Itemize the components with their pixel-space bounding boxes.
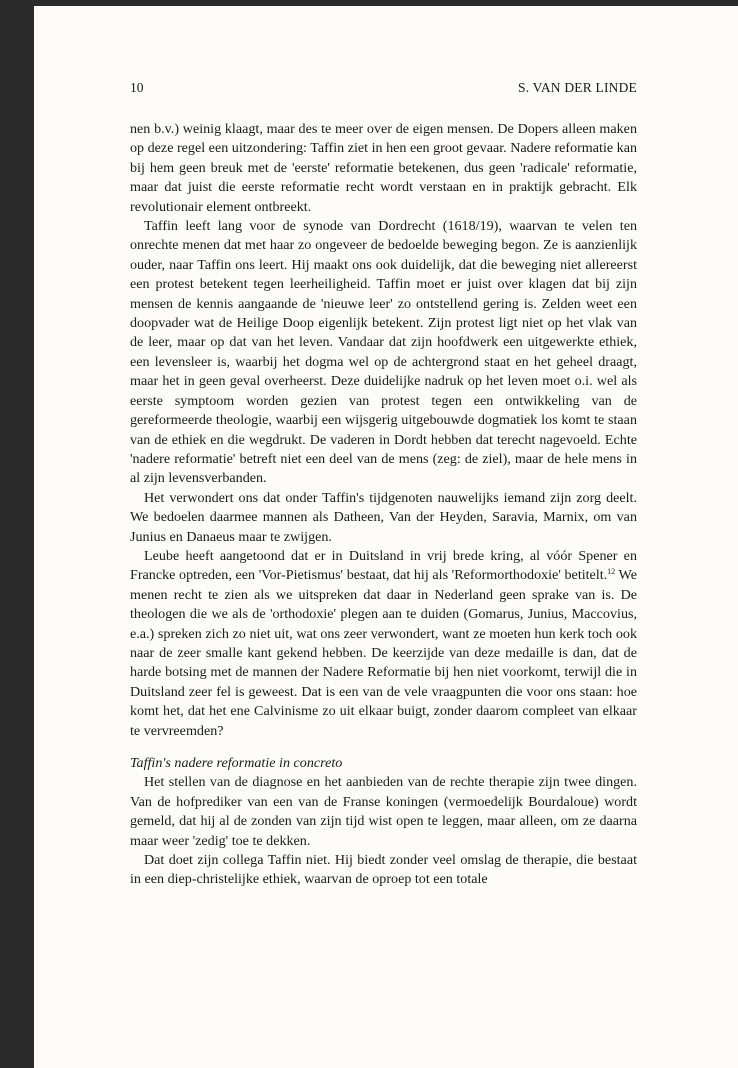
page-number: 10 bbox=[130, 80, 144, 95]
paragraph: Dat doet zijn collega Taffin niet. Hij biedt zonder veel omslag de therapie, die bestaat in een diep-christelijke ethiek, waarvan de oproep tot een totale bbox=[130, 852, 637, 888]
section-heading: Taffin's nadere reformatie in concreto bbox=[130, 755, 343, 771]
body-text bbox=[130, 120, 637, 890]
paragraph-leube bbox=[130, 547, 637, 741]
paragraph: Het stellen van de diagnose en het aanbieden van de rechte therapie zijn twee dingen. Van de hofprediker van een van de Franse koningen (vermoedelijk Bourdaloue) wordt gemeld, dat hij al de zonden van zijn tijd wist open te leggen, maar alleen, om ze daarna maar weer 'zedig' toe te dekken. bbox=[130, 774, 637, 849]
paragraph: Taffin leeft lang voor de synode van Dordrecht (1618/19), waarvan te velen ten onrechte menen dat met haar zo ongeveer de bedoelde beweging begon. Ze is aanzienlijk ouder, naar Taffin ons leert. Hij maakt ons ook duidelijk, dat die beweging niet allereerst een protest betekent tegen leerheiligheid. Taffin moet er juist over klagen dat bij zijn mensen de kennis aangaande de 'nieuwe leer' zo ontstellend gering is. Zelden weet een doopvader wat de Heilige Doop eigenlijk betekent. Zijn protest ligt niet op het vlak van de leer, maar op dat van het leven. Vandaar dat zijn hoofdwerk een uitgewerkte ethiek, een levensleer is, waarbij het dogma wel op de achtergrond staat en het geheel draagt, maar het in geen geval overheerst. Deze duidelijke nadruk op het leven moet o.i. wel als eerste symptoom worden gezien van protest tegen een ontwikkeling van de gereformeerde theologie, waarbij een wijsgerig uitgebouwde dogmatiek los komt te staan van de ethiek en die wegdrukt. De vaderen in Dordt hebben dat terecht nagevoeld. Echte 'nadere reformatie' betreft niet een deel van de mens (zeg: de ziel), maar de hele mens in al zijn levensverbanden. bbox=[130, 218, 637, 487]
paragraph-text: We menen recht te zien als we uitspreken dat daar in Nederland geen sprake van is. De theologen die we als de 'orthodoxie' plegen aan te duiden (Gomarus, Junius, Maccovius, e.a.) spreken zich zo niet uit, wat ons zeer verwondert, want ze moeten hun kerk toch ook naar de zeer smalle kant gekend hebben. De keerzijde van deze medaille is dan, dat de harde botsing met de mannen der Nadere Reformatie bij hen niet voorkomt, terwijl die in Duitsland zeer fel is geweest. Dat is een van de vele vraagpunten die voor ons staan: hoe komt het, dat het ene Calvinisme zo uit elkaar buigt, zonder daarom compleet van elkaar te vervreemden? bbox=[130, 567, 637, 739]
footnote-reference: 12 bbox=[607, 567, 616, 577]
paragraph: nen b.v.) weinig klaagt, maar des te meer over de eigen mensen. De Dopers alleen maken op deze regel een uitzondering: Taffin ziet in hen een groot gevaar. Nadere reformatie kan bij hem geen breuk met de 'eerste' reformatie betekenen, dus geen 'radicale' reformatie, maar dat juist die eerste reformatie recht wordt verstaan en in praktijk gebracht. Elk revolutionair element ontbreekt. bbox=[130, 121, 637, 215]
paragraph-text: Leube heeft aangetoond dat er in Duitsland in vrij brede kring, al vóór Spener en Francke optreden, een 'Vor-Pietismus' bestaat, dat hij als 'Reformorthodoxie' betitelt. bbox=[130, 547, 637, 584]
paragraph: Het verwondert ons dat onder Taffin's tijdgenoten nauwelijks iemand zijn zorg deelt. We bedoelen daarmee mannen als Datheen, Van der Heyden, Saravia, Marnix, om van Junius en Danaeus maar te zwijgen. bbox=[130, 489, 637, 545]
scan-border-left bbox=[0, 0, 34, 1068]
running-head: S. VAN DER LINDE bbox=[518, 80, 637, 95]
